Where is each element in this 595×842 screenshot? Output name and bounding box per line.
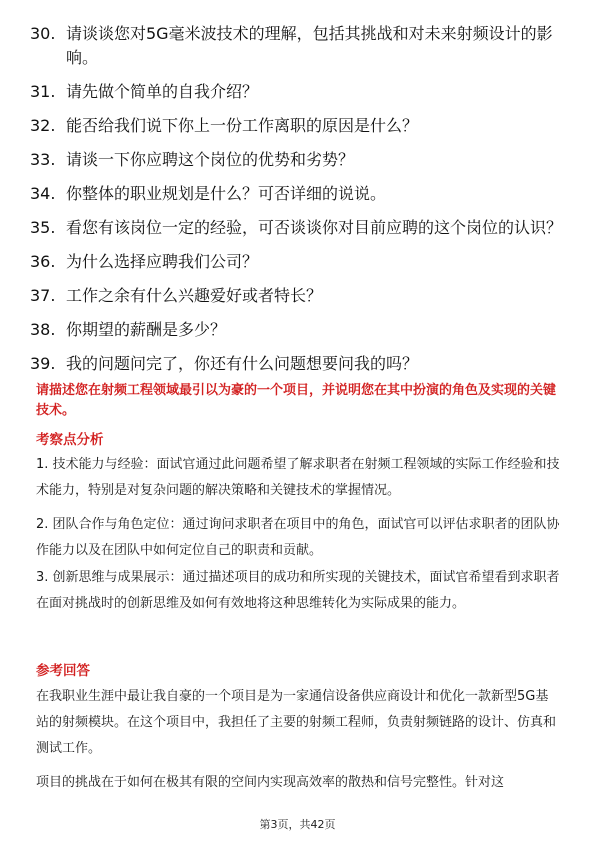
question-text: 工作之余有什么兴趣爱好或者特长？ bbox=[66, 286, 323, 305]
analysis-heading: 考察点分析 bbox=[36, 432, 104, 448]
question-text: 看您有该岗位一定的经验，可否谈谈你对目前应聘的这个岗位的认识？ bbox=[66, 218, 563, 237]
question-number: 39. bbox=[30, 354, 56, 373]
answer-paragraph: 项目的挑战在于如何在极其有限的空间内实现高效率的散热和信号完整性。针对这 bbox=[36, 775, 505, 790]
question-number: 34. bbox=[30, 184, 56, 203]
question-number: 35. bbox=[30, 218, 56, 237]
list-item bbox=[30, 352, 570, 376]
list-item bbox=[30, 250, 570, 274]
answer-heading: 参考回答 bbox=[36, 663, 90, 679]
question-number: 32. bbox=[30, 116, 56, 135]
list-item bbox=[30, 182, 570, 206]
list-item bbox=[30, 114, 570, 138]
question-text: 我的问题问完了，你还有什么问题想要问我的吗？ bbox=[66, 354, 419, 373]
list-item bbox=[30, 318, 570, 342]
list-item bbox=[30, 22, 570, 70]
answer-paragraph: 在我职业生涯中最让我自豪的一个项目是为一家通信设备供应商设计和优化一款新型5G基站的射频模块。在这个项目中，我担任了主要的射频工程师，负责射频链路的设计、仿真和测试工作。 bbox=[36, 689, 557, 756]
question-number: 36. bbox=[30, 252, 56, 271]
question-list bbox=[30, 22, 570, 386]
analysis-point: 2. 团队合作与角色定位：通过询问求职者在项目中的角色，面试官可以评估求职者的团队协作能力以及在团队中如何定位自己的职责和贡献。 bbox=[36, 517, 560, 558]
question-text: 请先做个简单的自我介绍？ bbox=[66, 82, 259, 101]
question-text: 为什么选择应聘我们公司？ bbox=[66, 252, 259, 271]
question-text: 能否给我们说下你上一份工作离职的原因是什么？ bbox=[66, 116, 419, 135]
question-number: 30. bbox=[30, 24, 56, 43]
list-item bbox=[30, 284, 570, 308]
question-number: 38. bbox=[30, 320, 56, 339]
list-item bbox=[30, 216, 570, 240]
question-number: 31. bbox=[30, 82, 56, 101]
question-text: 请谈一下你应聘这个岗位的优势和劣势？ bbox=[66, 150, 355, 169]
question-number: 33. bbox=[30, 150, 56, 169]
question-text: 你整体的职业规划是什么？可否详细的说说。 bbox=[66, 184, 387, 203]
question-text: 你期望的薪酬是多少？ bbox=[66, 320, 227, 339]
analysis-point: 1. 技术能力与经验：面试官通过此问题希望了解求职者在射频工程领域的实际工作经验和技术能力，特别是对复杂问题的解决策略和关键技术的掌握情况。 bbox=[36, 457, 560, 498]
analysis-point: 3. 创新思维与成果展示：通过描述项目的成功和所实现的关键技术，面试官希望看到求职者在面对挑战时的创新思维及如何有效地将这种思维转化为实际成果的能力。 bbox=[36, 570, 560, 611]
list-item bbox=[30, 80, 570, 104]
list-item bbox=[30, 148, 570, 172]
highlight-question: 请描述您在射频工程领域最引以为豪的一个项目，并说明您在其中扮演的角色及实现的关键技术。 bbox=[36, 383, 557, 418]
question-number: 37. bbox=[30, 286, 56, 305]
page-footer: 第3页，共42页 bbox=[259, 818, 336, 831]
question-text: 请谈谈您对5G毫米波技术的理解，包括其挑战和对未来射频设计的影响。 bbox=[66, 24, 553, 67]
